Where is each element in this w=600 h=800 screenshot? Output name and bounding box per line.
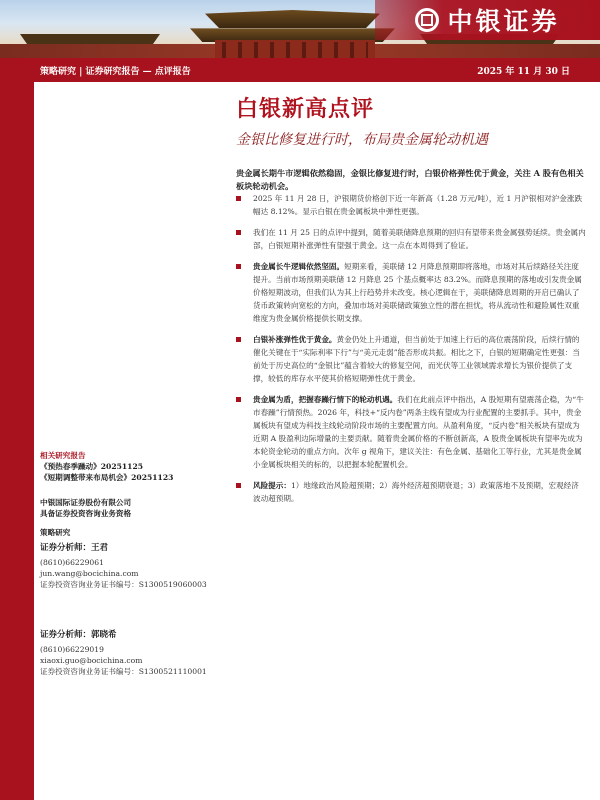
key-point-text: 短期来看，美联储 12 月降息预期即将落地，市场对其后续路径关注度提升。当前市场预期美联储 12 月降息 25 个基点概率达 83.2%。而降息预期的落地或引发贵金属价格短期波动，但我们认为其上行趋势并未改变。核心逻辑在于，美联储降息周期的开启已确认了货币政策转向宽松的方向，叠加市场对美联储政策独立性的潜在担忧，将从流动性和避险属性双重维度为贵金属价格提供长期支撑。 [253, 262, 582, 323]
report-subtitle: 金银比修复进行时，布局贵金属轮动机遇 [236, 132, 488, 148]
key-point-text: 我们在此前点评中指出，A 股短期有望震荡企稳，为“牛市春躁”行情预热。2026 年，科技+“反内卷”两条主线有望成为行业配置的主要抓手。其中，贵金属板块有望成为科技主线轮动阶段市场的主要配置方向。从盈利角度，“反内卷”相关板块有望成为近期 A 股盈利边际增量的主要贡献。随着贵金属价格的不断创新高，A 股贵金属板块有望率先成为本轮资金轮动的重点方向。次年 g 视角下，建议关注：有色金属、基础化工等行业，尤其是贵金属小金属板块相关的标的，以把握本轮配置机会。 [253, 395, 584, 469]
key-point [236, 192, 586, 218]
analyst-cert: 证券投资咨询业务证书编号：S1300521110001 [40, 667, 207, 676]
key-point [236, 393, 586, 471]
key-point-text: 黄金仍处上升通道，但当前处于加速上行后的高位震荡阶段，后续行情的催化关键在于“实际利率下行”与“美元走弱”能否形成共振。相比之下，白银的短期确定性更强：当前处于历史高位的“金银比”蕴含着较大的修复空间，而光伏等工业领域需求增长为银价提供了支撑，较低的库存水平使其价格短期弹性优于黄金。 [253, 335, 580, 383]
related-report-link[interactable]: 《短期调整带来布局机会》20251123 [40, 473, 174, 482]
analyst-email[interactable]: jun.wang@bocichina.com [40, 569, 139, 578]
key-point-text: 2025 年 11 月 28 日，沪银期货价格创下近一年新高（1.28 万元/吨），近 1 月沪银相对沪金涨跌幅达 8.12%。显示白银在贵金属板块中弹性更强。 [253, 194, 583, 216]
organization-info [40, 497, 230, 538]
bullet-square-icon [236, 230, 241, 235]
bullet-square-icon [236, 483, 241, 488]
analyst-card [40, 630, 230, 677]
risk-warning-lead: 风险提示： [253, 481, 291, 490]
left-rooftop-decoration [20, 34, 160, 44]
risk-warning-text: 1）地缘政治风险超预期；2）海外经济超预期衰退；3）政策落地不及预期，宏观经济波动超预期。 [253, 481, 579, 503]
bullet-square-icon [236, 337, 241, 342]
key-point [236, 260, 586, 325]
related-reports [40, 450, 230, 483]
report-date: 2025 年 11 月 30 日 [477, 66, 570, 77]
key-point-text: 我们在 11 月 25 日的点评中提到，随着美联储降息预期的回归有望带来贵金属强势延续。贵金属内部，白银短期补涨弹性有望强于黄金。这一点在本周得到了验证。 [253, 228, 586, 250]
report-type-bar [0, 58, 600, 82]
palace-roof-upper [205, 10, 380, 28]
org-name: 中银国际证券股份有限公司 [40, 498, 132, 507]
analyst-email[interactable]: xiaoxi.guo@bocichina.com [40, 656, 143, 665]
header-banner [0, 0, 600, 58]
left-accent-stripe [0, 82, 34, 800]
analyst-card [40, 543, 230, 590]
related-report-link[interactable]: 《预热春季躁动》20251125 [40, 462, 144, 471]
key-point [236, 226, 586, 252]
report-title: 白银新高点评 [236, 97, 375, 122]
key-point-lead: 白银补涨弹性优于黄金。 [253, 335, 337, 344]
report-summary: 贵金属长期牛市逻辑依然稳固，金银比修复进行时，白银价格弹性优于黄金，关注 A 股有色相关板块轮动机会。 [236, 168, 584, 191]
brand-name: 中银证券 [447, 7, 560, 36]
analyst-cert: 证券投资咨询业务证书编号：S1300519060003 [40, 580, 207, 589]
bullet-square-icon [236, 397, 241, 402]
risk-warning [236, 479, 586, 505]
palace-columns [222, 42, 368, 58]
report-category: 策略研究 | 证券研究报告 — 点评报告 [40, 66, 191, 77]
brand-logo [375, 0, 600, 40]
bullet-square-icon [236, 196, 241, 201]
boc-logo-icon [415, 8, 439, 32]
key-points-list [236, 192, 586, 513]
key-point-lead: 贵金属长牛逻辑依然坚固。 [253, 262, 345, 271]
org-department: 策略研究 [40, 528, 71, 537]
analyst-phone: (8610)66229019 [40, 645, 104, 654]
key-point [236, 333, 586, 385]
analyst-name: 证券分析师：郭晓希 [40, 630, 117, 640]
key-point-lead: 贵金属为盾，把握春躁行情下的轮动机遇。 [253, 395, 398, 404]
bullet-square-icon [236, 264, 241, 269]
related-reports-heading: 相关研究报告 [40, 451, 86, 460]
analyst-phone: (8610)66229061 [40, 558, 104, 567]
analyst-name: 证券分析师：王君 [40, 543, 109, 553]
org-qualification: 具备证券投资咨询业务资格 [40, 509, 132, 518]
